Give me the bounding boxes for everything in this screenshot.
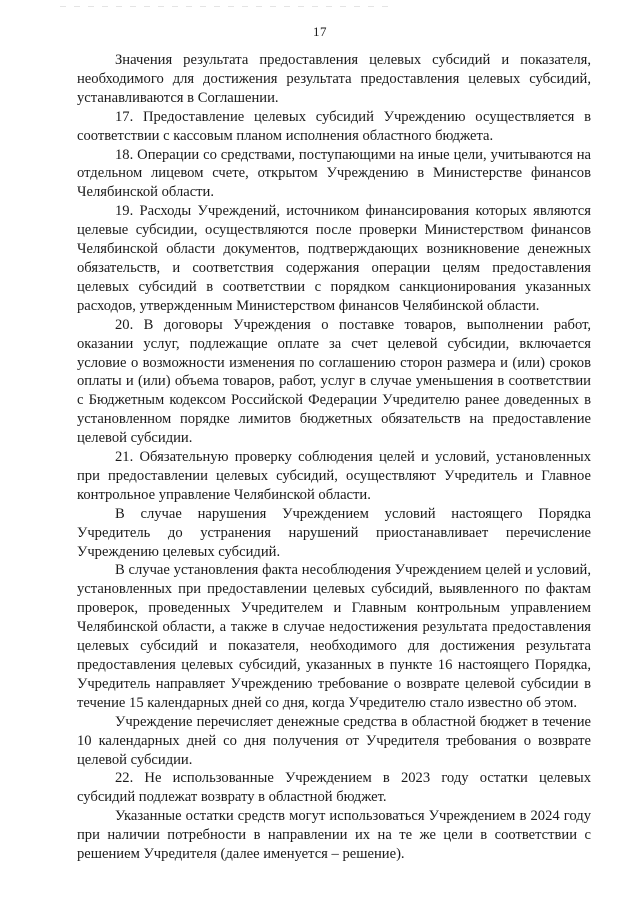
paragraph-22: 22. Не использованные Учреждением в 2023 году остатки целевых субсидий подлежат возврату в областной бюджет.	[77, 770, 591, 806]
paragraph-21-refund: Учреждение перечисляет денежные средства в областной бюджет в течение 10 календарных дней со дня получения от Учредителя требования о возврате целевой субсидии.	[77, 713, 591, 768]
paragraph-21: 21. Обязательную проверку соблюдения целей и условий, установленных при предоставлении целевых субсидий, осуществляют Учредитель и Главное контрольное управление Челябинской области.	[77, 449, 591, 503]
paragraph-results-values: Значения результата предоставления целевых субсидий и показателя, необходимого для достижения результата предоставления целевых субсидий, устанавливаются в Соглашении.	[77, 52, 591, 106]
paragraph-20: 20. В договоры Учреждения о поставке товаров, выполнении работ, оказании услуг, подлежащие оплате за счет целевой субсидии, включается условие о возможности изменения по соглашению сторон размера и (или) сроков оплаты и (или) объема товаров, работ, услуг в случае уменьшения в соответствии с Бюджетным кодексом Российской Федерации Учредителю ранее доведенных в установленном порядке лимитов бюджетных обязательств на предоставление целевой субсидии.	[77, 316, 591, 447]
document-body	[77, 51, 591, 864]
page-number: 17	[313, 24, 327, 39]
paragraph-18: 18. Операции со средствами, поступающими на иные цели, учитываются на отдельном лицевом счете, открытом Учреждению в Министерстве финансов Челябинской области.	[77, 146, 591, 201]
paragraph-21-noncompliance: В случае установления факта несоблюдения Учреждением целей и условий, установленных при предоставлении целевых субсидий, выявленного по фактам проверок, проведенных Учредителем и Главным контрольным управлением Челябинской области, а также в случае недостижения результата предоставления целевых субсидий и показателя, необходимого для достижения результата предоставления целевых субсидий, указанных в пункте 16 настоящего Порядка, Учредитель направляет Учреждению требование о возврате целевой субсидии в течение 15 календарных дней со дня, когда Учредителю стало известно об этом.	[77, 562, 591, 711]
paragraph-22-remainders: Указанные остатки средств могут использоваться Учреждением в 2024 году при наличии потребности в направлении их на те же цели в соответствии с решением Учредителя (далее именуется – решение).	[77, 808, 591, 863]
paragraph-17: 17. Предоставление целевых субсидий Учреждению осуществляется в соответствии с кассовым планом исполнения областного бюджета.	[77, 108, 591, 144]
scan-artifact	[60, 6, 390, 7]
paragraph-21-violation: В случае нарушения Учреждением условий настоящего Порядка Учредитель до устранения нарушений приостанавливает перечисление Учреждению целевых субсидий.	[77, 505, 591, 560]
paragraph-19: 19. Расходы Учреждений, источником финансирования которых являются целевые субсидии, осуществляются после проверки Министерством финансов Челябинской области документов, подтверждающих возникновение денежных обязательств, и соответствия содержания операции целям предоставления целевых субсидий в соответствии с порядком санкционирования указанных расходов, утвержденным Министерством финансов Челябинской области.	[77, 203, 591, 314]
